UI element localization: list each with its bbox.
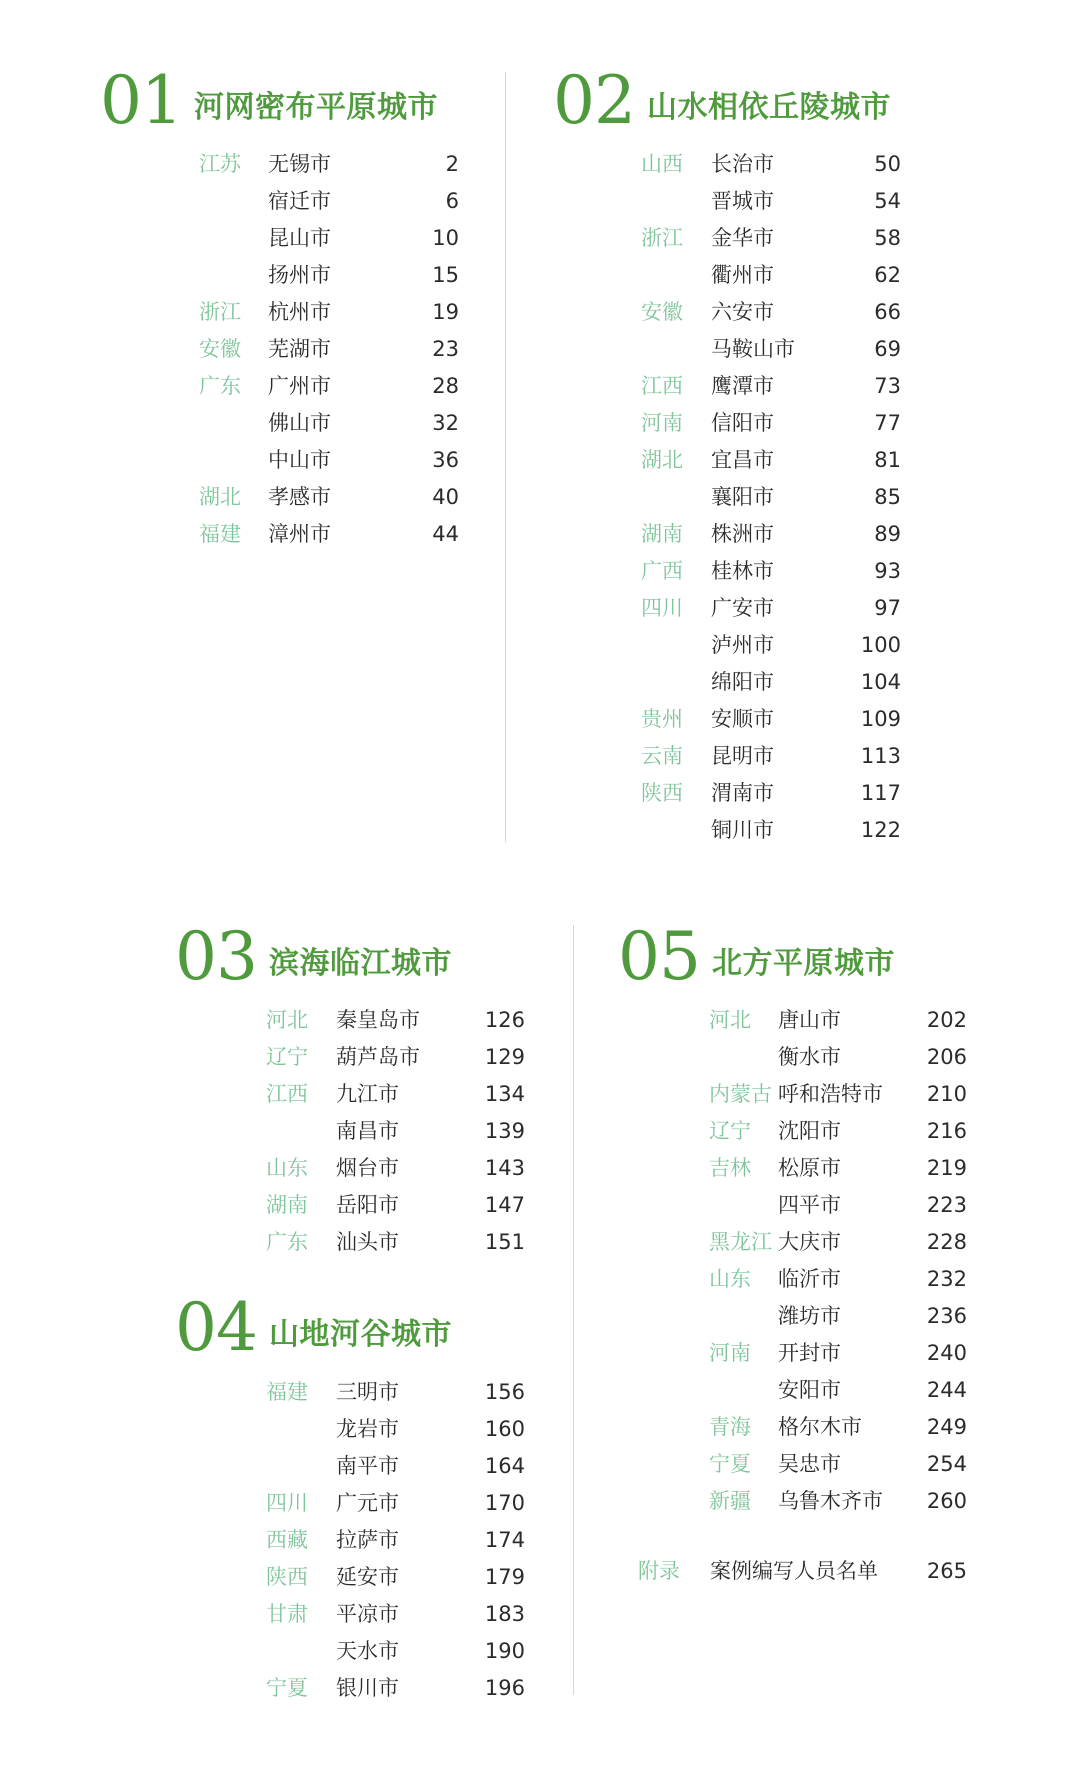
toc-entry[interactable] [266, 1485, 525, 1522]
page-number: 36 [432, 448, 459, 472]
page-number: 85 [874, 485, 901, 509]
toc-entry[interactable] [641, 294, 901, 331]
section-number: 02 [553, 62, 635, 139]
city-name: 桂林市 [711, 559, 774, 583]
city-name: 晋城市 [711, 189, 774, 213]
section-number: 03 [175, 918, 257, 995]
toc-entry[interactable] [266, 1374, 525, 1411]
toc-entry[interactable] [641, 146, 901, 183]
city-name: 广安市 [711, 596, 774, 620]
toc-entry[interactable] [266, 1633, 525, 1670]
page-number: 183 [484, 1602, 525, 1626]
province-label: 山西 [641, 152, 683, 176]
toc-entry[interactable] [709, 1076, 967, 1113]
province-label: 河南 [709, 1341, 751, 1365]
toc-entry[interactable] [641, 220, 901, 257]
appendix-label: 附录 [638, 1559, 680, 1583]
province-label: 江苏 [199, 152, 241, 176]
toc-entry[interactable] [641, 331, 901, 368]
page-number: 89 [874, 522, 901, 546]
province-label: 辽宁 [709, 1119, 751, 1143]
city-name: 松原市 [778, 1156, 841, 1180]
page-number: 122 [860, 818, 901, 842]
page-number: 232 [926, 1267, 967, 1291]
city-name: 衡水市 [778, 1045, 841, 1069]
city-name: 格尔木市 [778, 1415, 862, 1439]
city-name: 漳州市 [268, 522, 331, 546]
page-number: 54 [874, 189, 901, 213]
toc-entry[interactable] [266, 1522, 525, 1559]
toc-entry[interactable] [199, 405, 459, 442]
section-header [553, 62, 891, 139]
toc-entry[interactable] [709, 1335, 967, 1372]
city-name: 吴忠市 [778, 1452, 841, 1476]
section-04 [175, 1289, 452, 1366]
toc-entry[interactable] [641, 701, 901, 738]
city-name: 秦皇岛市 [336, 1008, 420, 1032]
city-name: 龙岩市 [336, 1417, 399, 1441]
toc-entry[interactable] [199, 479, 459, 516]
city-name: 唐山市 [778, 1008, 841, 1032]
city-name: 宿迁市 [268, 189, 331, 213]
toc-entry[interactable] [266, 1224, 525, 1261]
page-number: 113 [860, 744, 901, 768]
city-name: 泸州市 [711, 633, 774, 657]
page-number: 81 [874, 448, 901, 472]
toc-entry[interactable] [641, 442, 901, 479]
province-label: 云南 [641, 744, 683, 768]
city-name: 长治市 [711, 152, 774, 176]
page-number: 190 [484, 1639, 525, 1663]
toc-entry[interactable] [709, 1298, 967, 1335]
city-name: 安顺市 [711, 707, 774, 731]
city-name: 九江市 [336, 1082, 399, 1106]
toc-entry[interactable] [266, 1039, 525, 1076]
page-number: 216 [926, 1119, 967, 1143]
page-number: 236 [926, 1304, 967, 1328]
appendix-page: 265 [926, 1559, 967, 1583]
page-number: 156 [484, 1380, 525, 1404]
province-label: 四川 [641, 596, 683, 620]
toc-entry[interactable] [641, 812, 901, 849]
section-title: 山水相依丘陵城市 [646, 90, 891, 125]
page-number: 73 [874, 374, 901, 398]
city-name: 沈阳市 [778, 1119, 841, 1143]
province-label: 广西 [641, 559, 683, 583]
province-label: 贵州 [641, 707, 683, 731]
city-name: 烟台市 [336, 1156, 399, 1180]
toc-entry[interactable] [199, 220, 459, 257]
section-header [100, 62, 438, 139]
toc-entry[interactable] [709, 1113, 967, 1150]
page-number: 228 [926, 1230, 967, 1254]
city-name: 衢州市 [711, 263, 774, 287]
toc-entry[interactable] [709, 1039, 967, 1076]
city-name: 渭南市 [711, 781, 774, 805]
province-label: 辽宁 [266, 1045, 308, 1069]
city-name: 襄阳市 [711, 485, 774, 509]
city-name: 中山市 [268, 448, 331, 472]
city-name: 宜昌市 [711, 448, 774, 472]
city-name: 临沂市 [778, 1267, 841, 1291]
page-number: 6 [445, 189, 459, 213]
city-name: 银川市 [336, 1676, 399, 1700]
province-label: 河南 [641, 411, 683, 435]
city-name: 铜川市 [711, 818, 774, 842]
section-05 [618, 918, 895, 995]
province-label: 陕西 [641, 781, 683, 805]
toc-entry[interactable] [709, 1446, 967, 1483]
city-name: 株洲市 [711, 522, 774, 546]
toc-entry[interactable] [266, 1670, 525, 1707]
page-number: 23 [432, 337, 459, 361]
city-name: 三明市 [336, 1380, 399, 1404]
city-name: 金华市 [711, 226, 774, 250]
toc-entry[interactable] [709, 1002, 967, 1039]
toc-entry[interactable] [199, 331, 459, 368]
city-name: 杭州市 [268, 300, 331, 324]
appendix-title: 案例编写人员名单 [710, 1559, 878, 1583]
column-divider-bottom [573, 925, 574, 1695]
province-label: 湖北 [199, 485, 241, 509]
toc-entry[interactable] [199, 442, 459, 479]
page-number: 58 [874, 226, 901, 250]
toc-entry[interactable] [266, 1559, 525, 1596]
page-number: 77 [874, 411, 901, 435]
city-name: 开封市 [778, 1341, 841, 1365]
province-label: 河北 [266, 1008, 308, 1032]
page-number: 151 [484, 1230, 525, 1254]
page-number: 170 [484, 1491, 525, 1515]
page-number: 69 [874, 337, 901, 361]
toc-entry[interactable] [709, 1483, 967, 1520]
page-number: 10 [432, 226, 459, 250]
toc-entry[interactable] [641, 257, 901, 294]
section-header [175, 918, 452, 995]
toc-entry[interactable] [266, 1076, 525, 1113]
city-name: 潍坊市 [778, 1304, 841, 1328]
province-label: 内蒙古 [709, 1082, 772, 1106]
section-02 [553, 62, 891, 139]
province-label: 新疆 [709, 1489, 751, 1513]
city-name: 岳阳市 [336, 1193, 399, 1217]
toc-entry[interactable] [641, 368, 901, 405]
page-number: 126 [484, 1008, 525, 1032]
page-number: 2 [445, 152, 459, 176]
page-number: 50 [874, 152, 901, 176]
toc-entry[interactable] [266, 1150, 525, 1187]
toc-entry[interactable] [199, 368, 459, 405]
page-number: 143 [484, 1156, 525, 1180]
toc-entry[interactable] [199, 257, 459, 294]
city-name: 延安市 [336, 1565, 399, 1589]
province-label: 福建 [199, 522, 241, 546]
section-number: 04 [175, 1289, 257, 1366]
appendix-row[interactable] [638, 1553, 967, 1590]
toc-entry[interactable] [266, 1002, 525, 1039]
city-name: 汕头市 [336, 1230, 399, 1254]
city-name: 天水市 [336, 1639, 399, 1663]
toc-entry[interactable] [641, 479, 901, 516]
page-number: 164 [484, 1454, 525, 1478]
toc-entry[interactable] [266, 1187, 525, 1224]
city-name: 大庆市 [778, 1230, 841, 1254]
province-label: 安徽 [641, 300, 683, 324]
province-label: 陕西 [266, 1565, 308, 1589]
page-number: 206 [926, 1045, 967, 1069]
province-label: 山东 [709, 1267, 751, 1291]
province-label: 山东 [266, 1156, 308, 1180]
province-label: 湖南 [266, 1193, 308, 1217]
city-name: 平凉市 [336, 1602, 399, 1626]
city-name: 芜湖市 [268, 337, 331, 361]
section-title: 滨海临江城市 [268, 946, 452, 981]
page-number: 254 [926, 1452, 967, 1476]
toc-entry[interactable] [266, 1113, 525, 1150]
city-name: 呼和浩特市 [778, 1082, 883, 1106]
province-label: 江西 [641, 374, 683, 398]
page-number: 104 [860, 670, 901, 694]
city-name: 无锡市 [268, 152, 331, 176]
section-title: 河网密布平原城市 [193, 90, 438, 125]
toc-entry[interactable] [266, 1448, 525, 1485]
page-number: 129 [484, 1045, 525, 1069]
toc-entry[interactable] [709, 1224, 967, 1261]
city-name: 孝感市 [268, 485, 331, 509]
section-title: 北方平原城市 [711, 946, 895, 981]
province-label: 江西 [266, 1082, 308, 1106]
city-name: 鹰潭市 [711, 374, 774, 398]
province-label: 福建 [266, 1380, 308, 1404]
city-name: 乌鲁木齐市 [778, 1489, 883, 1513]
province-label: 甘肃 [266, 1602, 308, 1626]
toc-entry[interactable] [641, 590, 901, 627]
page-number: 174 [484, 1528, 525, 1552]
section-01 [100, 62, 438, 139]
page-number: 40 [432, 485, 459, 509]
city-name: 昆山市 [268, 226, 331, 250]
province-label: 浙江 [641, 226, 683, 250]
city-name: 六安市 [711, 300, 774, 324]
page-number: 97 [874, 596, 901, 620]
toc-entry[interactable] [641, 553, 901, 590]
page-number: 260 [926, 1489, 967, 1513]
toc-entry[interactable] [199, 183, 459, 220]
section-header [175, 1289, 452, 1366]
city-name: 南昌市 [336, 1119, 399, 1143]
page-number: 19 [432, 300, 459, 324]
toc-entry[interactable] [641, 775, 901, 812]
province-label: 广东 [199, 374, 241, 398]
page-number: 210 [926, 1082, 967, 1106]
toc-entry[interactable] [641, 664, 901, 701]
province-label: 河北 [709, 1008, 751, 1032]
section-01-list [199, 146, 459, 553]
city-name: 马鞍山市 [711, 337, 795, 361]
toc-entry[interactable] [709, 1372, 967, 1409]
page-number: 160 [484, 1417, 525, 1441]
section-03 [175, 918, 452, 995]
page-number: 100 [860, 633, 901, 657]
page-number: 240 [926, 1341, 967, 1365]
city-name: 四平市 [778, 1193, 841, 1217]
city-name: 绵阳市 [711, 670, 774, 694]
toc-entry[interactable] [641, 405, 901, 442]
toc-entry[interactable] [709, 1409, 967, 1446]
section-number: 05 [618, 918, 700, 995]
page-number: 93 [874, 559, 901, 583]
city-name: 广州市 [268, 374, 331, 398]
page-number: 202 [926, 1008, 967, 1032]
page-number: 28 [432, 374, 459, 398]
province-label: 四川 [266, 1491, 308, 1515]
toc-entry[interactable] [199, 516, 459, 553]
province-label: 广东 [266, 1230, 308, 1254]
section-header [618, 918, 895, 995]
toc-entry[interactable] [641, 738, 901, 775]
page-number: 44 [432, 522, 459, 546]
toc-entry[interactable] [199, 294, 459, 331]
page-number: 249 [926, 1415, 967, 1439]
page-number: 109 [860, 707, 901, 731]
toc-entry[interactable] [266, 1596, 525, 1633]
province-label: 湖南 [641, 522, 683, 546]
column-divider-top [505, 72, 506, 842]
province-label: 西藏 [266, 1528, 308, 1552]
city-name: 信阳市 [711, 411, 774, 435]
province-label: 湖北 [641, 448, 683, 472]
province-label: 吉林 [709, 1156, 751, 1180]
toc-entry[interactable] [641, 516, 901, 553]
province-label: 浙江 [199, 300, 241, 324]
city-name: 南平市 [336, 1454, 399, 1478]
province-label: 黑龙江 [709, 1230, 772, 1254]
page-number: 219 [926, 1156, 967, 1180]
city-name: 拉萨市 [336, 1528, 399, 1552]
province-label: 宁夏 [266, 1676, 308, 1700]
city-name: 佛山市 [268, 411, 331, 435]
city-name: 扬州市 [268, 263, 331, 287]
page-number: 147 [484, 1193, 525, 1217]
page-number: 223 [926, 1193, 967, 1217]
page-number: 62 [874, 263, 901, 287]
section-03-list [266, 1002, 525, 1261]
page-number: 139 [484, 1119, 525, 1143]
section-02-list [641, 146, 901, 849]
toc-entry[interactable] [709, 1187, 967, 1224]
page-number: 196 [484, 1676, 525, 1700]
city-name: 葫芦岛市 [336, 1045, 420, 1069]
section-number: 01 [100, 62, 182, 139]
page-number: 66 [874, 300, 901, 324]
city-name: 安阳市 [778, 1378, 841, 1402]
city-name: 昆明市 [711, 744, 774, 768]
toc-entry[interactable] [709, 1261, 967, 1298]
section-05-list [709, 1002, 967, 1520]
province-label: 宁夏 [709, 1452, 751, 1476]
page-number: 32 [432, 411, 459, 435]
page-number: 117 [860, 781, 901, 805]
page-number: 15 [432, 263, 459, 287]
toc-entry[interactable] [641, 627, 901, 664]
city-name: 广元市 [336, 1491, 399, 1515]
page-number: 134 [484, 1082, 525, 1106]
section-title: 山地河谷城市 [268, 1317, 452, 1352]
toc-entry[interactable] [709, 1150, 967, 1187]
page-number: 179 [484, 1565, 525, 1589]
toc-entry[interactable] [199, 146, 459, 183]
page-number: 244 [926, 1378, 967, 1402]
toc-entry[interactable] [641, 183, 901, 220]
province-label: 安徽 [199, 337, 241, 361]
province-label: 青海 [709, 1415, 751, 1439]
section-04-list [266, 1374, 525, 1707]
toc-entry[interactable] [266, 1411, 525, 1448]
